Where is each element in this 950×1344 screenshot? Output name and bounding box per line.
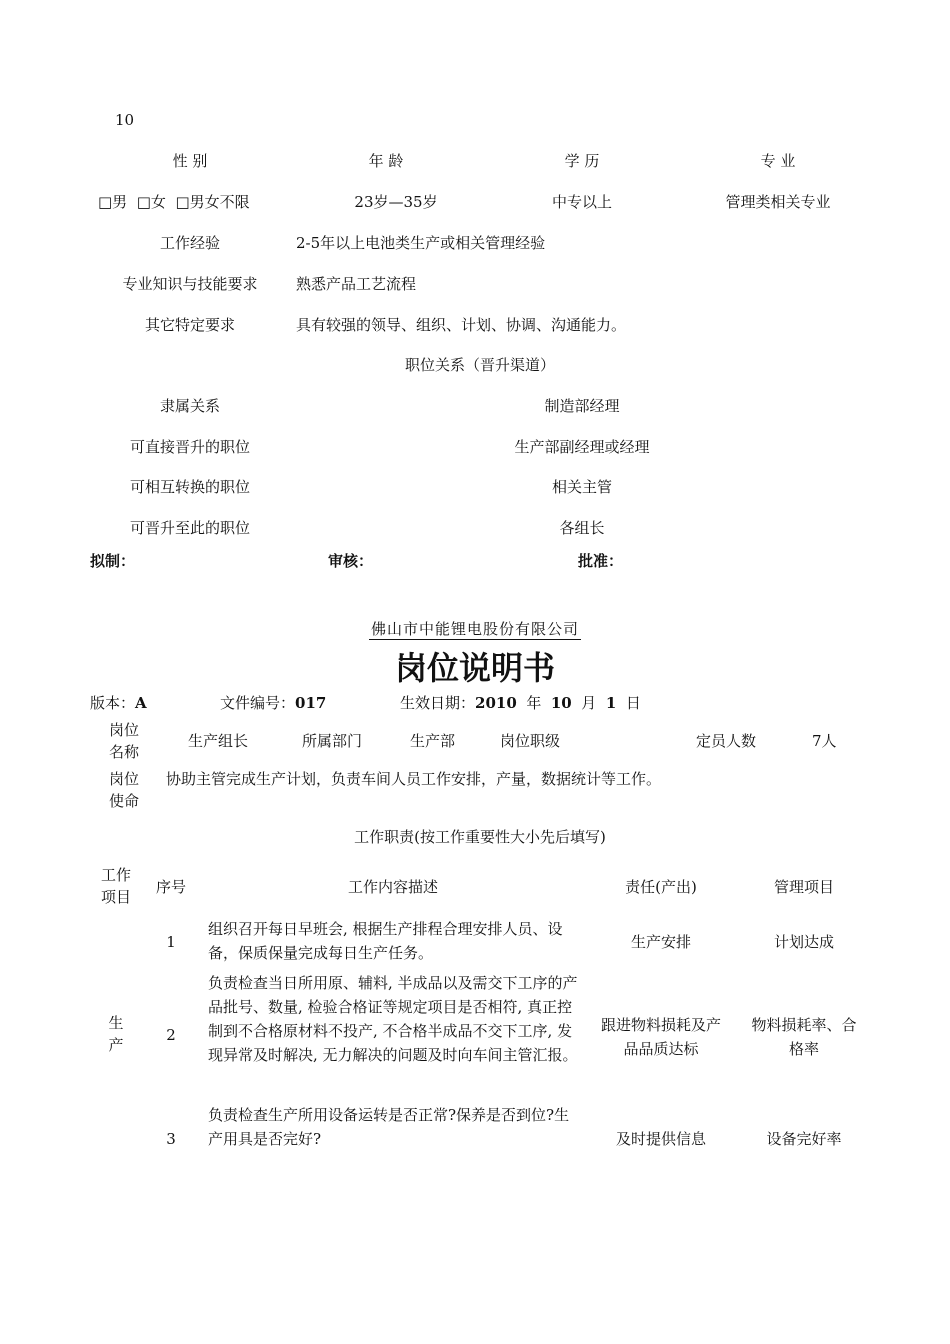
duties-header-no: 序号 <box>155 878 186 896</box>
duties-title: 工作职责(按工作重要性大小先后填写) <box>354 828 606 846</box>
req-value-experience: 2-5年以上电池类生产或相关管理经验 <box>296 234 546 252</box>
relation-label-promote: 可直接晋升的职位 <box>129 438 250 456</box>
gender-option-any: □男女不限 <box>175 193 250 211</box>
relation-value-transfer: 相关主管 <box>551 478 612 496</box>
duties-header-mgmt: 管理项目 <box>773 878 834 896</box>
dept-value: 生产部 <box>410 732 456 750</box>
company-name: 佛山市中能锂电股份有限公司 <box>370 620 579 638</box>
duty-mgmt: 物料损耗率、合格率 <box>751 1016 857 1058</box>
duty-no: 2 <box>166 1026 176 1044</box>
duty-resp: 及时提供信息 <box>615 1130 706 1148</box>
position-name-value: 生产组长 <box>188 732 249 750</box>
relation-title: 职位关系（晋升渠道） <box>404 356 555 374</box>
duty-no: 1 <box>166 933 176 951</box>
duty-resp: 生产安排 <box>630 933 691 951</box>
major-value: 管理类相关专业 <box>725 193 831 211</box>
staff-label: 定员人数 <box>696 732 757 750</box>
age-value: 23岁—35岁 <box>354 193 438 211</box>
duty-group-production: 生 产 <box>108 1014 124 1054</box>
relation-value-promote: 生产部副经理或经理 <box>514 438 650 456</box>
req-value-skills: 熟悉产品工艺流程 <box>296 275 417 293</box>
req-label-experience: 工作经验 <box>159 234 220 252</box>
meta-file-number: 文件编号：017 <box>220 694 327 712</box>
meta-effective-date: 生效日期：2010 年 10 月 1 日 <box>400 694 641 712</box>
signoff-review: 审核： <box>328 552 374 570</box>
relation-label-report: 隶属关系 <box>159 397 220 415</box>
header-gender: 性 别 <box>172 152 208 170</box>
page-title: 岗位说明书 <box>394 649 555 687</box>
position-name-label: 岗位 名称 <box>108 721 139 761</box>
grade-label: 岗位职级 <box>500 732 561 750</box>
mission-value: 协助主管完成生产计划，负责车间人员工作安排，产量，数据统计等工作。 <box>166 770 662 788</box>
relation-label-transfer: 可相互转换的职位 <box>129 478 250 496</box>
mission-label: 岗位 使命 <box>108 770 139 810</box>
duty-desc: 组织召开每日早班会, 根据生产排程合理安排人员、设备，保质保量完成每日生产任务。 <box>208 920 563 962</box>
header-major: 专 业 <box>760 152 796 170</box>
gender-option-male: □男 <box>98 193 128 211</box>
duty-resp: 跟进物料损耗及产品品质达标 <box>600 1016 721 1058</box>
req-label-other: 其它特定要求 <box>144 316 235 334</box>
duties-header-resp: 责任(产出) <box>625 878 697 896</box>
headcount-value: 10 <box>115 111 135 129</box>
relation-value-report: 制造部经理 <box>544 397 620 415</box>
gender-options <box>98 191 250 213</box>
duties-header-desc: 工作内容描述 <box>347 878 438 896</box>
req-label-skills: 专业知识与技能要求 <box>122 275 258 293</box>
gender-option-female: □女 <box>136 193 166 211</box>
education-value: 中专以上 <box>551 193 612 211</box>
header-education: 学 历 <box>564 152 600 170</box>
meta-version: 版本：A <box>90 694 147 712</box>
signoff-draft: 拟制： <box>90 552 136 570</box>
duty-desc: 负责检查当日所用原、辅料, 半成品以及需交下工序的产品批号、数量, 检验合格证等规定项目是否相符, 真正控制到不合格原材料不投产, 不合格半成品不交下工序, 发现异常及时解决, 无力解决的问题及时向车间主管汇报。 <box>208 974 578 1064</box>
dept-label: 所属部门 <box>302 732 363 750</box>
duties-header-item: 工作 项目 <box>100 866 131 906</box>
signoff-approve: 批准： <box>578 552 624 570</box>
duty-mgmt: 计划达成 <box>773 933 834 951</box>
req-value-other: 具有较强的领导、组织、计划、协调、沟通能力。 <box>296 316 627 334</box>
duty-mgmt: 设备完好率 <box>766 1130 842 1148</box>
staff-value: 7人 <box>812 732 837 750</box>
duty-desc: 负责检查生产所用设备运转是否正常?保养是否到位?生产用具是否完好? <box>208 1106 570 1148</box>
relation-label-feeder: 可晋升至此的职位 <box>129 519 250 537</box>
relation-value-feeder: 各组长 <box>559 519 605 537</box>
duty-no: 3 <box>166 1130 176 1148</box>
header-age: 年 龄 <box>368 152 404 170</box>
